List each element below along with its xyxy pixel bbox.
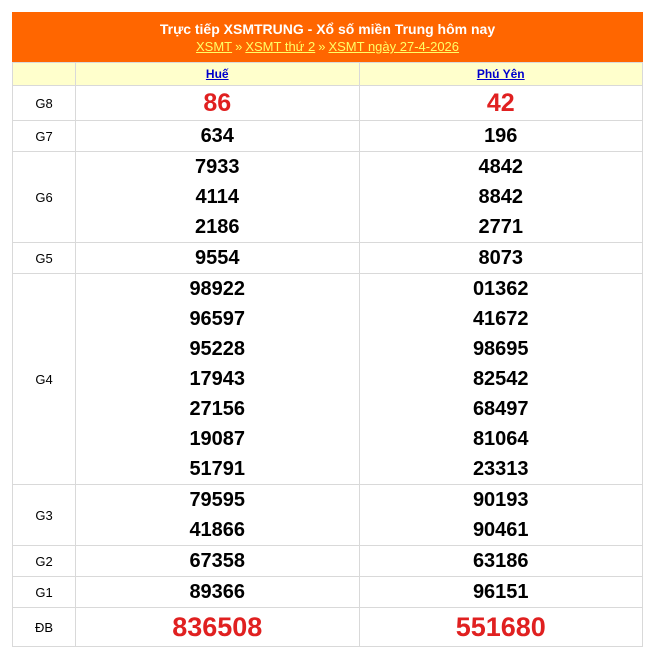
prize-label: G2 <box>13 546 76 577</box>
result-cell-hue <box>76 577 360 608</box>
prize-row-g6 <box>13 152 643 243</box>
prize-label: G8 <box>13 86 76 121</box>
results-table <box>12 62 643 647</box>
breadcrumb-separator: » <box>318 39 326 54</box>
prize-label: G1 <box>13 577 76 608</box>
breadcrumb-link-xsmt-thu-2[interactable]: XSMT thứ 2 <box>245 39 316 54</box>
result-number: 82542 <box>472 368 529 390</box>
result-cell-phu-yen <box>359 121 643 152</box>
prize-label: G4 <box>13 274 76 485</box>
result-cell-phu-yen <box>359 546 643 577</box>
province-link-hue[interactable]: Huế <box>205 67 229 81</box>
result-number: 4114 <box>195 186 239 208</box>
result-number: 8073 <box>478 247 523 269</box>
result-number: 95228 <box>189 338 246 360</box>
result-number: 17943 <box>189 368 246 390</box>
breadcrumb <box>12 38 643 55</box>
prize-label: G5 <box>13 243 76 274</box>
result-number: 8842 <box>478 186 523 208</box>
result-number: 2186 <box>195 216 240 238</box>
result-number: 41866 <box>189 519 246 541</box>
result-number: 41672 <box>472 308 529 330</box>
result-number: 96151 <box>472 581 529 603</box>
result-number: 67358 <box>189 550 246 572</box>
header-empty-cell <box>13 63 76 86</box>
result-number: 96597 <box>189 308 246 330</box>
result-number: 7933 <box>195 156 240 178</box>
special-prize-number: 836508 <box>172 612 263 642</box>
prize-row-g8 <box>13 86 643 121</box>
result-number: 63186 <box>472 550 529 572</box>
result-number: 89366 <box>189 581 246 603</box>
result-cell-phu-yen <box>359 86 643 121</box>
result-number: 01362 <box>472 278 529 300</box>
province-link-phu-yen[interactable]: Phú Yên <box>476 67 525 81</box>
result-number: 27156 <box>189 398 246 420</box>
province-header-hue <box>76 63 360 86</box>
results-panel <box>12 12 643 647</box>
result-cell-hue <box>76 86 360 121</box>
prize-row-g2 <box>13 546 643 577</box>
result-cell-phu-yen <box>359 485 643 546</box>
result-cell-hue <box>76 243 360 274</box>
special-prize-number: 551680 <box>455 612 546 642</box>
prize-label: G6 <box>13 152 76 243</box>
result-number: 2771 <box>478 216 523 238</box>
result-number: 51791 <box>189 458 246 480</box>
result-number: 9554 <box>195 247 240 269</box>
page-title: Trực tiếp XSMTRUNG - Xổ số miền Trung hôm nay <box>159 21 496 37</box>
result-cell-hue <box>76 485 360 546</box>
result-cell-hue <box>76 274 360 485</box>
breadcrumb-link-xsmt[interactable]: XSMT <box>195 39 233 54</box>
result-cell-phu-yen <box>359 608 643 647</box>
result-number: 19087 <box>189 428 246 450</box>
result-cell-hue <box>76 152 360 243</box>
result-number: 90193 <box>472 489 529 511</box>
prize-row-special <box>13 608 643 647</box>
result-cell-phu-yen <box>359 577 643 608</box>
result-number: 90461 <box>472 519 529 541</box>
prize-row-g3 <box>13 485 643 546</box>
prize-row-g5 <box>13 243 643 274</box>
results-header <box>12 12 643 62</box>
result-cell-hue <box>76 546 360 577</box>
result-cell-phu-yen <box>359 152 643 243</box>
result-number: 79595 <box>189 489 246 511</box>
result-number: 196 <box>484 125 518 147</box>
prize-row-g4 <box>13 274 643 485</box>
result-cell-hue <box>76 121 360 152</box>
result-number: 634 <box>200 125 234 147</box>
province-header-phu-yen <box>359 63 643 86</box>
result-number: 42 <box>486 89 515 117</box>
result-number: 98695 <box>472 338 529 360</box>
result-cell-hue <box>76 608 360 647</box>
result-cell-phu-yen <box>359 243 643 274</box>
result-cell-phu-yen <box>359 274 643 485</box>
prize-label: G7 <box>13 121 76 152</box>
result-number: 98922 <box>189 278 246 300</box>
result-number: 4842 <box>478 156 523 178</box>
result-number: 86 <box>203 89 232 117</box>
breadcrumb-link-xsmt-date[interactable]: XSMT ngày 27-4-2026 <box>328 39 460 54</box>
result-number: 81064 <box>472 428 529 450</box>
result-number: 68497 <box>472 398 529 420</box>
table-header-row <box>13 63 643 86</box>
prize-row-g7 <box>13 121 643 152</box>
prize-label: ĐB <box>13 608 76 647</box>
breadcrumb-separator: » <box>235 39 243 54</box>
prize-label: G3 <box>13 485 76 546</box>
prize-row-g1 <box>13 577 643 608</box>
result-number: 23313 <box>472 458 529 480</box>
